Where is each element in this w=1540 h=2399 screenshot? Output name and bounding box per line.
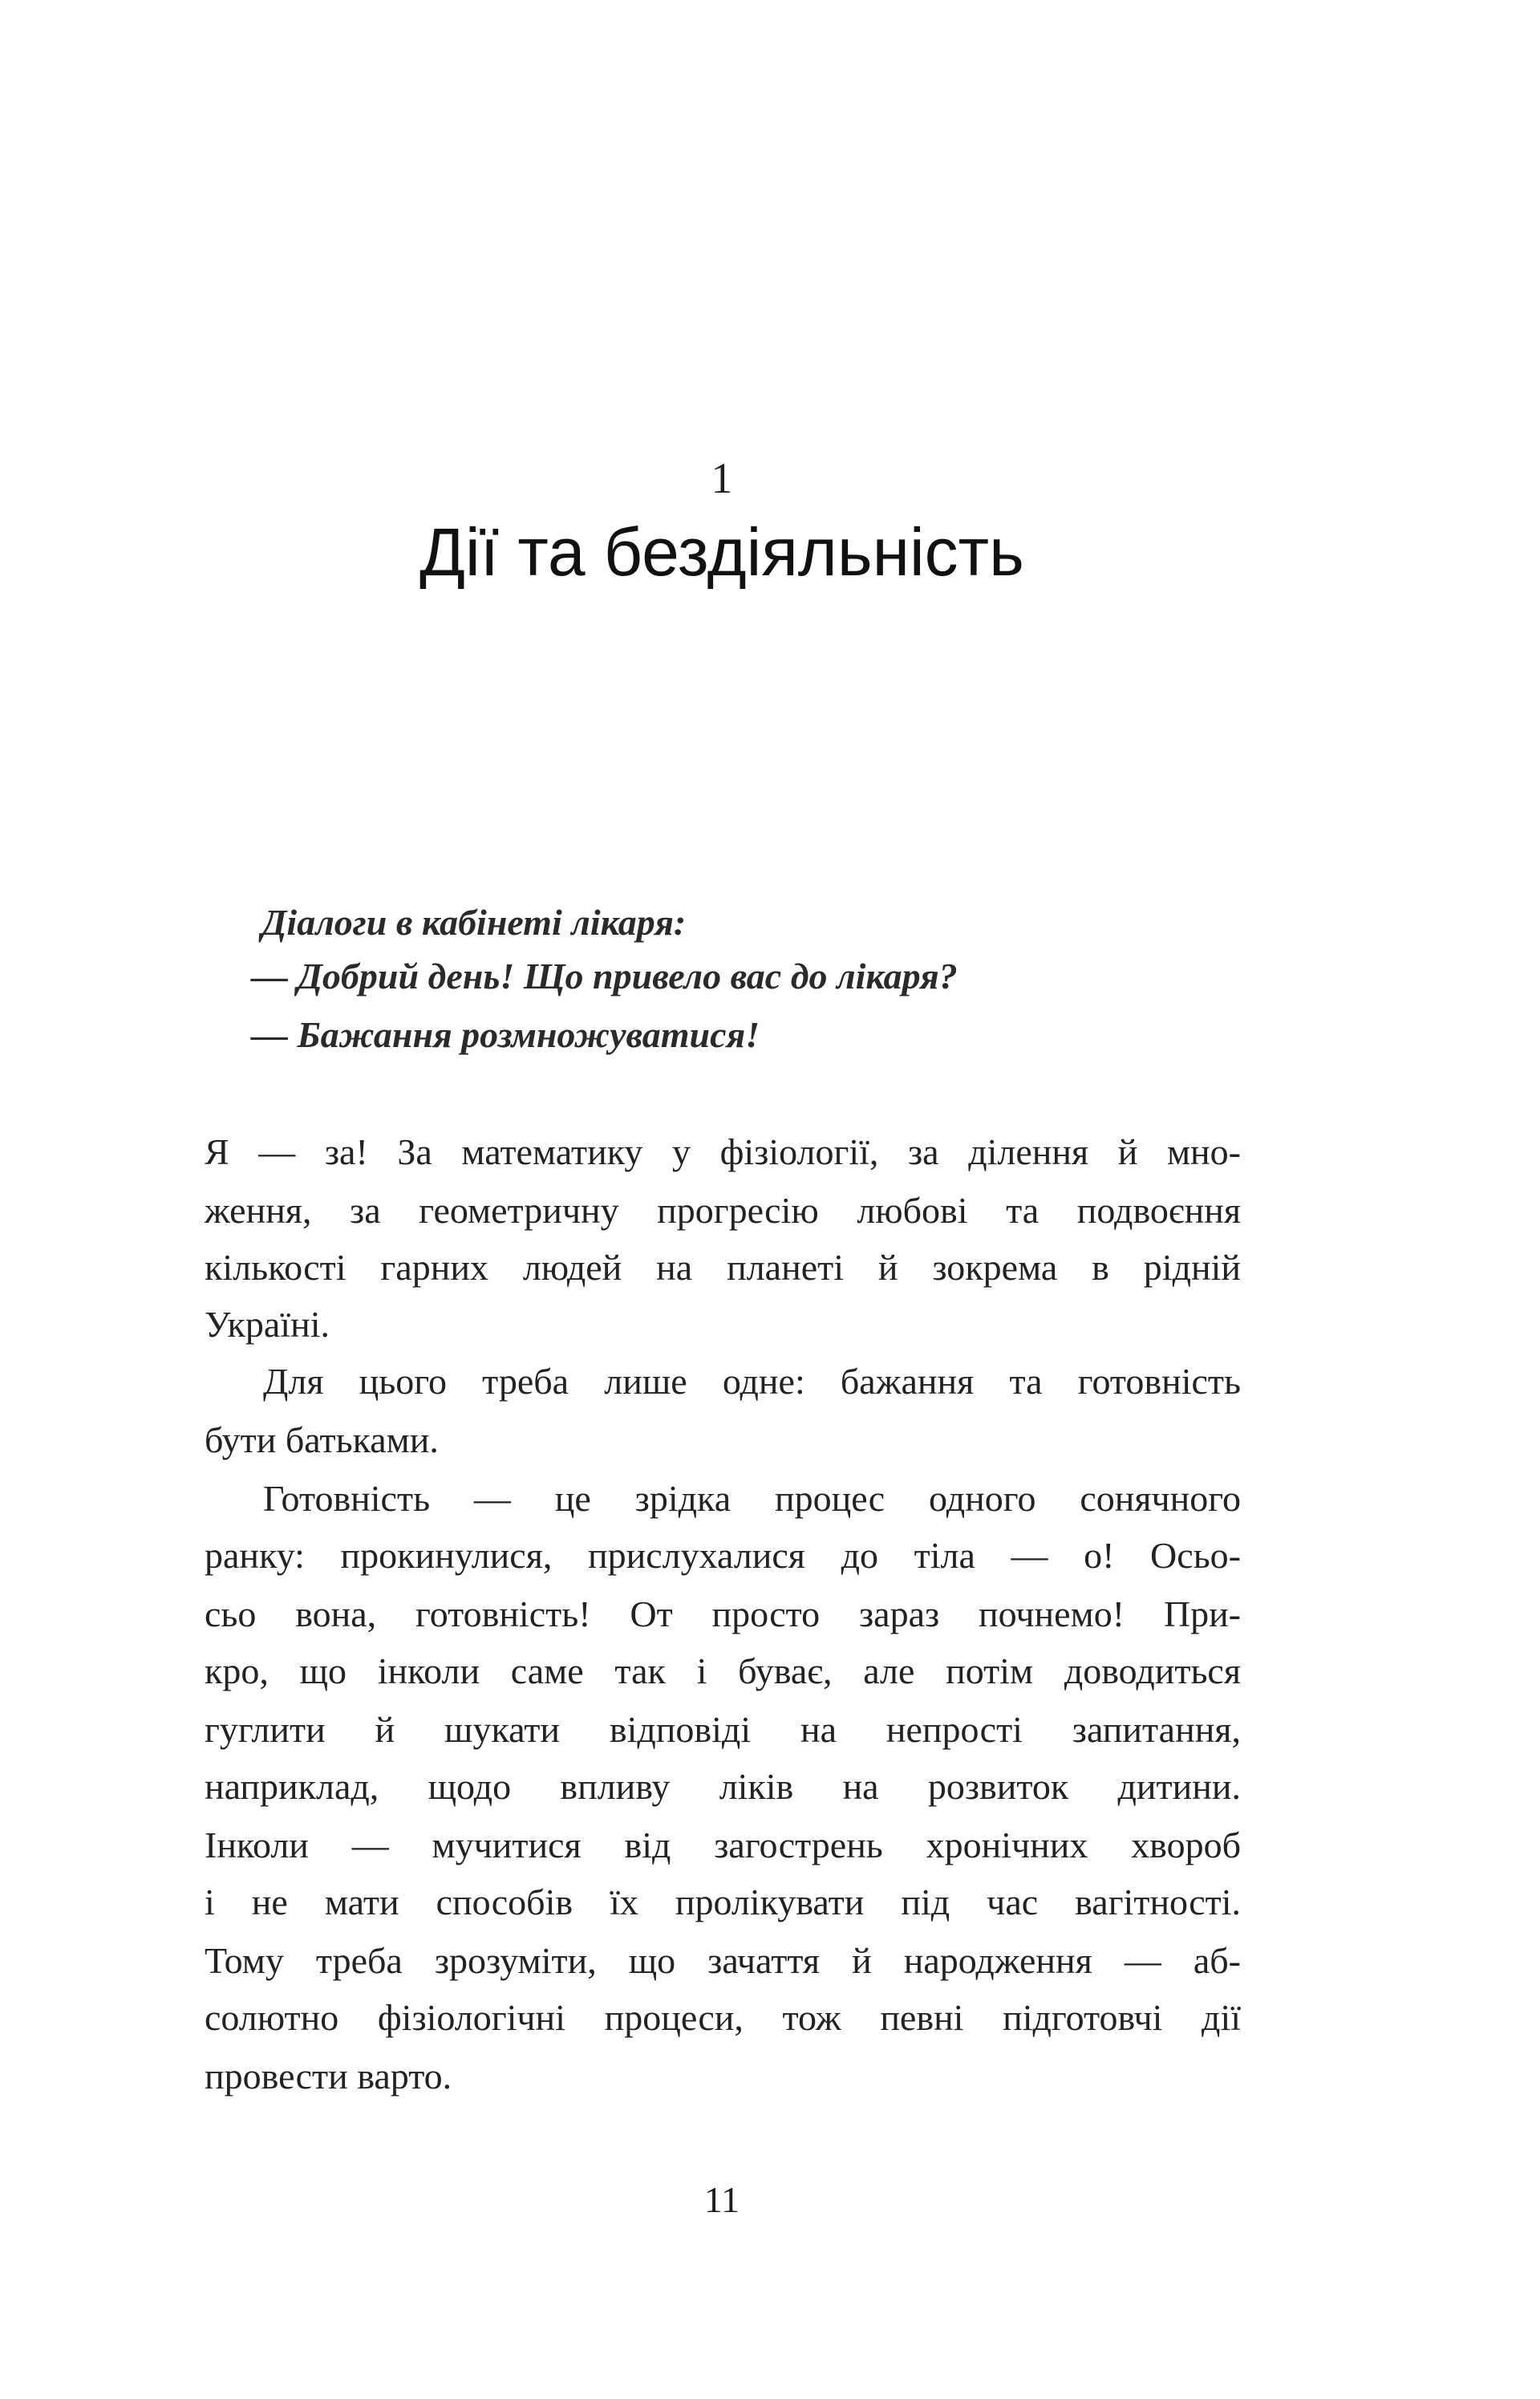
body-line: і не мати способів їх пролікувати під час вагітності. bbox=[205, 1881, 1241, 1922]
body-line: Тому треба зрозуміти, що зачаття й народження — аб- bbox=[205, 1940, 1241, 1981]
page-number: 11 bbox=[703, 2179, 740, 2220]
body-line: Україні. bbox=[205, 1304, 330, 1345]
body-line: кро, що інколи саме так і буває, але потім доводиться bbox=[205, 1650, 1241, 1691]
body-line: Я — за! За математику у фізіології, за ділення й мно- bbox=[205, 1131, 1241, 1172]
body-line: наприклад, щодо впливу ліків на розвиток дитини. bbox=[205, 1766, 1241, 1807]
body-line: ранку: прокинулися, прислухалися до тіла — о! Осьо- bbox=[205, 1535, 1241, 1576]
body-line: кількості гарних людей на планеті й зокрема в рідній bbox=[205, 1247, 1241, 1288]
body-line: солютно фізіологічні процеси, тож певні підготовчі дії bbox=[205, 1997, 1241, 2038]
body-line: ження, за геометричну прогресію любові та подвоєння bbox=[205, 1190, 1241, 1231]
body-line: сьо вона, готовність! От просто зараз почнемо! При- bbox=[205, 1593, 1241, 1634]
body-line: Для цього треба лише одне: бажання та готовність bbox=[263, 1361, 1241, 1402]
epigraph-line: — Бажання розмножуватися! bbox=[251, 1014, 760, 1055]
body-line: гуглити й шукати відповіді на непрості запитання, bbox=[205, 1709, 1241, 1750]
body-line: бути батьками. bbox=[205, 1419, 439, 1460]
epigraph-line: — Добрий день! Що привело вас до лікаря? bbox=[251, 956, 958, 997]
epigraph-line: Діалоги в кабінеті лікаря: bbox=[261, 902, 687, 943]
body-line: Готовність — це зрідка процес одного сонячного bbox=[263, 1478, 1241, 1519]
chapter-number: 1 bbox=[711, 454, 733, 502]
body-line: Інколи — мучитися від загострень хронічних хвороб bbox=[205, 1825, 1241, 1865]
chapter-title: Дії та бездіяльність bbox=[419, 514, 1024, 590]
body-line: провести варто. bbox=[205, 2056, 452, 2097]
